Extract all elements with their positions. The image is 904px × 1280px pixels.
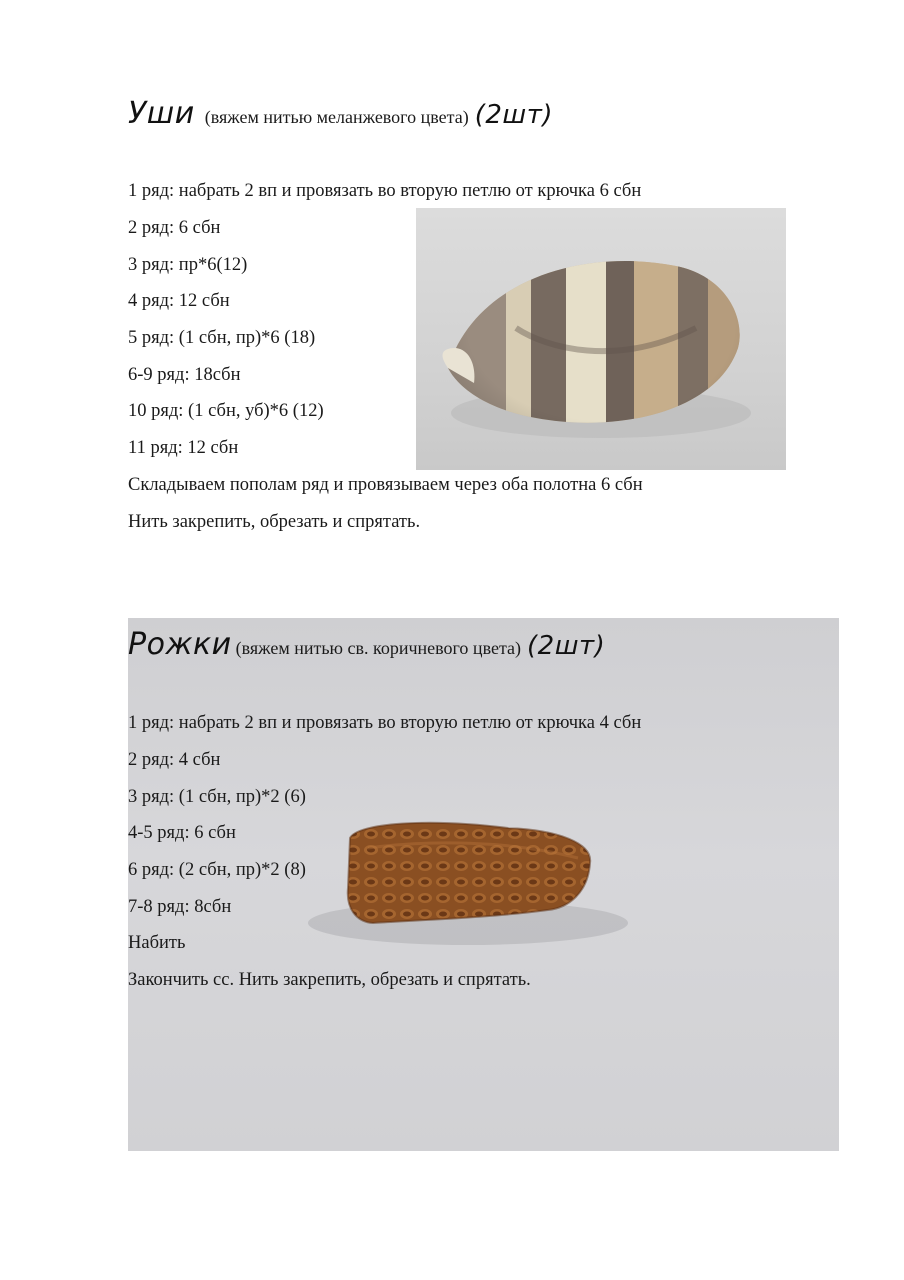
ears-line-1: 1 ряд: набрать 2 вп и провязать во вторую петлю от крючка 6 сбн <box>128 181 642 201</box>
horns-line-7: Набить <box>128 933 186 953</box>
horns-line-6: 7-8 ряд: 8сбн <box>128 897 232 917</box>
ears-line-2: 2 ряд: 6 сбн <box>128 218 221 238</box>
horns-count: (2шт) <box>527 631 606 661</box>
horns-line-8: Закончить сс. Нить закрепить, обрезать и спрятать. <box>128 970 531 990</box>
horns-heading <box>128 627 605 662</box>
ears-line-4: 4 ряд: 12 сбн <box>128 291 230 311</box>
ears-line-5: 5 ряд: (1 сбн, пр)*6 (18) <box>128 328 316 348</box>
ears-heading <box>128 96 553 131</box>
ears-line-9: Складываем пополам ряд и провязываем через оба полотна 6 сбн <box>128 475 643 495</box>
horns-line-5: 6 ряд: (2 сбн, пр)*2 (8) <box>128 860 306 880</box>
ears-subtitle: (вяжем нитью меланжевого цвета) <box>204 107 469 127</box>
horns-line-2: 2 ряд: 4 сбн <box>128 750 221 770</box>
ears-line-3: 3 ряд: пр*6(12) <box>128 255 248 275</box>
crochet-ear-illustration <box>416 208 786 470</box>
crochet-horn-illustration <box>128 618 839 1151</box>
horns-subtitle: (вяжем нитью св. коричневого цвета) <box>235 638 522 658</box>
ears-count: (2шт) <box>474 100 553 130</box>
horns-line-4: 4-5 ряд: 6 сбн <box>128 823 236 843</box>
ears-line-7: 10 ряд: (1 сбн, уб)*6 (12) <box>128 401 324 421</box>
ears-line-6: 6-9 ряд: 18сбн <box>128 365 241 385</box>
ears-line-10: Нить закрепить, обрезать и спрятать. <box>128 512 421 532</box>
horn-photo <box>128 618 839 1151</box>
ears-line-8: 11 ряд: 12 сбн <box>128 438 239 458</box>
ear-photo <box>416 208 786 470</box>
horns-line-1: 1 ряд: набрать 2 вп и провязать во вторую петлю от крючка 4 сбн <box>128 713 642 733</box>
horns-title: Рожки <box>128 627 232 662</box>
horns-line-3: 3 ряд: (1 сбн, пр)*2 (6) <box>128 787 306 807</box>
ears-title: Уши <box>128 96 195 131</box>
